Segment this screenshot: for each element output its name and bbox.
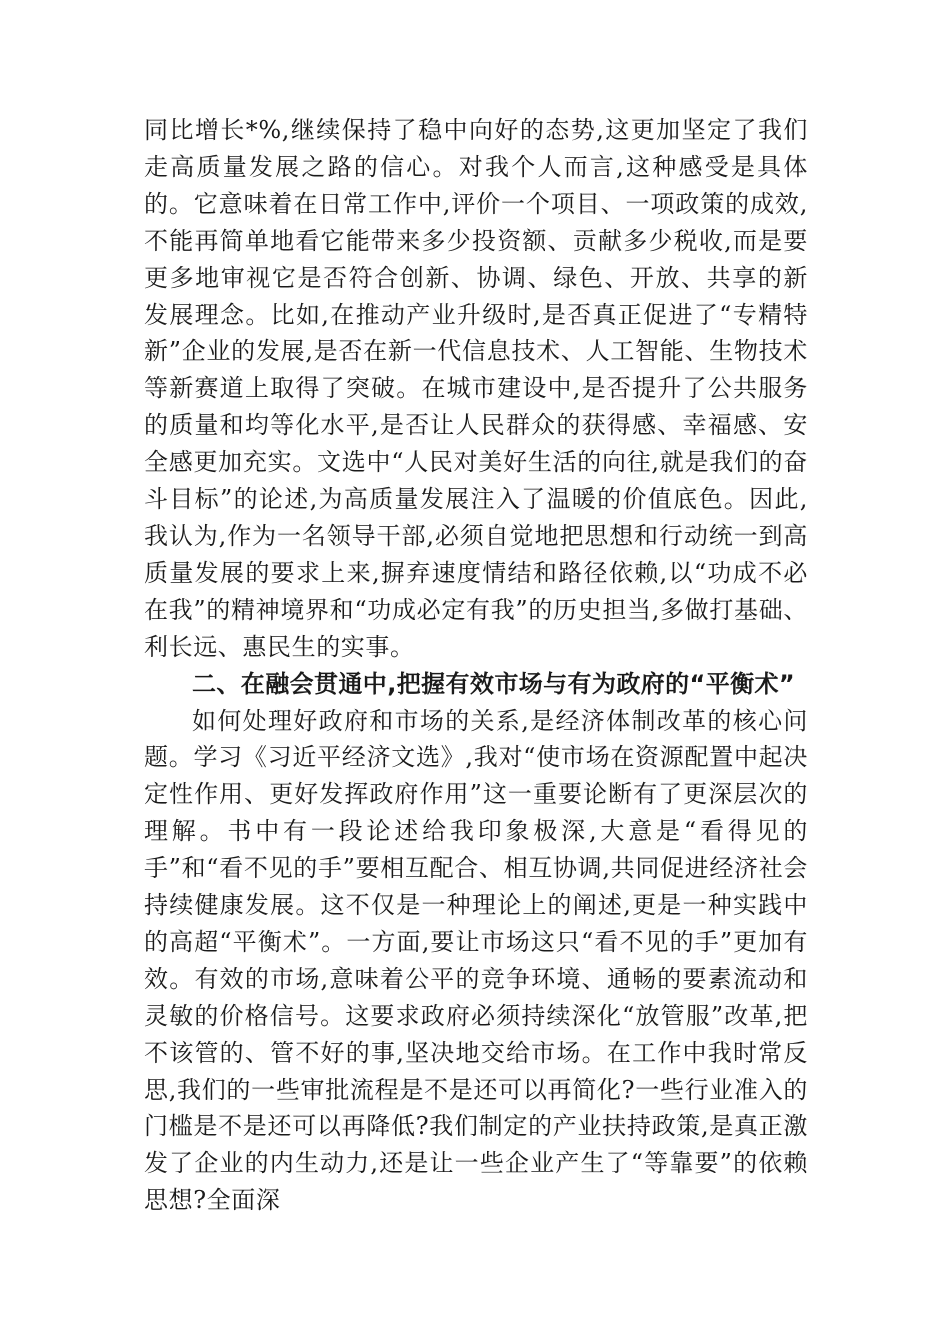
body-paragraph: 如何处理好政府和市场的关系,是经济体制改革的核心问题。学习《习近平经济文选》,我对“使市场在资源配置中起决定性作用、更好发挥政府作用”这一重要论断有了更深层次的理解。书中有一段论述给我印象极深,大意是“看得见的手”和“看不见的手”要相互配合、相互协调,共同促进经济社会持续健康发展。这不仅是一种理论上的阐述,更是一种实践中的高超“平衡术”。一方面,要让市场这只“看不见的手”更加有效。有效的市场,意味着公平的竞争环境、通畅的要素流动和灵敏的价格信号。这要求政府必须持续深化“放管服”改革,把不该管的、管不好的事,坚决地交给市场。在工作中我时常反思,我们的一些审批流程是不是还可以再简化?一些行业准入的门槛是不是还可以再降低?我们制定的产业扶持政策,是真正激发了企业的内生动力,还是让一些企业产生了“等靠要”的依赖思想?全面深 [144, 706, 808, 1215]
document-page [144, 112, 808, 1219]
section-heading: 二、在融会贯通中,把握有效市场与有为政府的“平衡术” [192, 669, 796, 698]
body-paragraph-continued: 同比增长*%,继续保持了稳中向好的态势,这更加坚定了我们走高质量发展之路的信心。对我个人而言,这种感受是具体的。它意味着在日常工作中,评价一个项目、一项政策的成效,不能再简单地看它能带来多少投资额、贡献多少税收,而是要更多地审视它是否符合创新、协调、绿色、开放、共享的新发展理念。比如,在推动产业升级时,是否真正促进了“专精特新”企业的发展,是否在新一代信息技术、人工智能、生物技术等新赛道上取得了突破。在城市建设中,是否提升了公共服务的质量和均等化水平,是否让人民群众的获得感、幸福感、安全感更加充实。文选中“人民对美好生活的向往,就是我们的奋斗目标”的论述,为高质量发展注入了温暖的价值底色。因此,我认为,作为一名领导干部,必须自觉地把思想和行动统一到高质量发展的要求上来,摒弃速度情结和路径依赖,以“功成不必在我”的精神境界和“功成必定有我”的历史担当,多做打基础、利长远、惠民生的实事。 [144, 116, 808, 661]
